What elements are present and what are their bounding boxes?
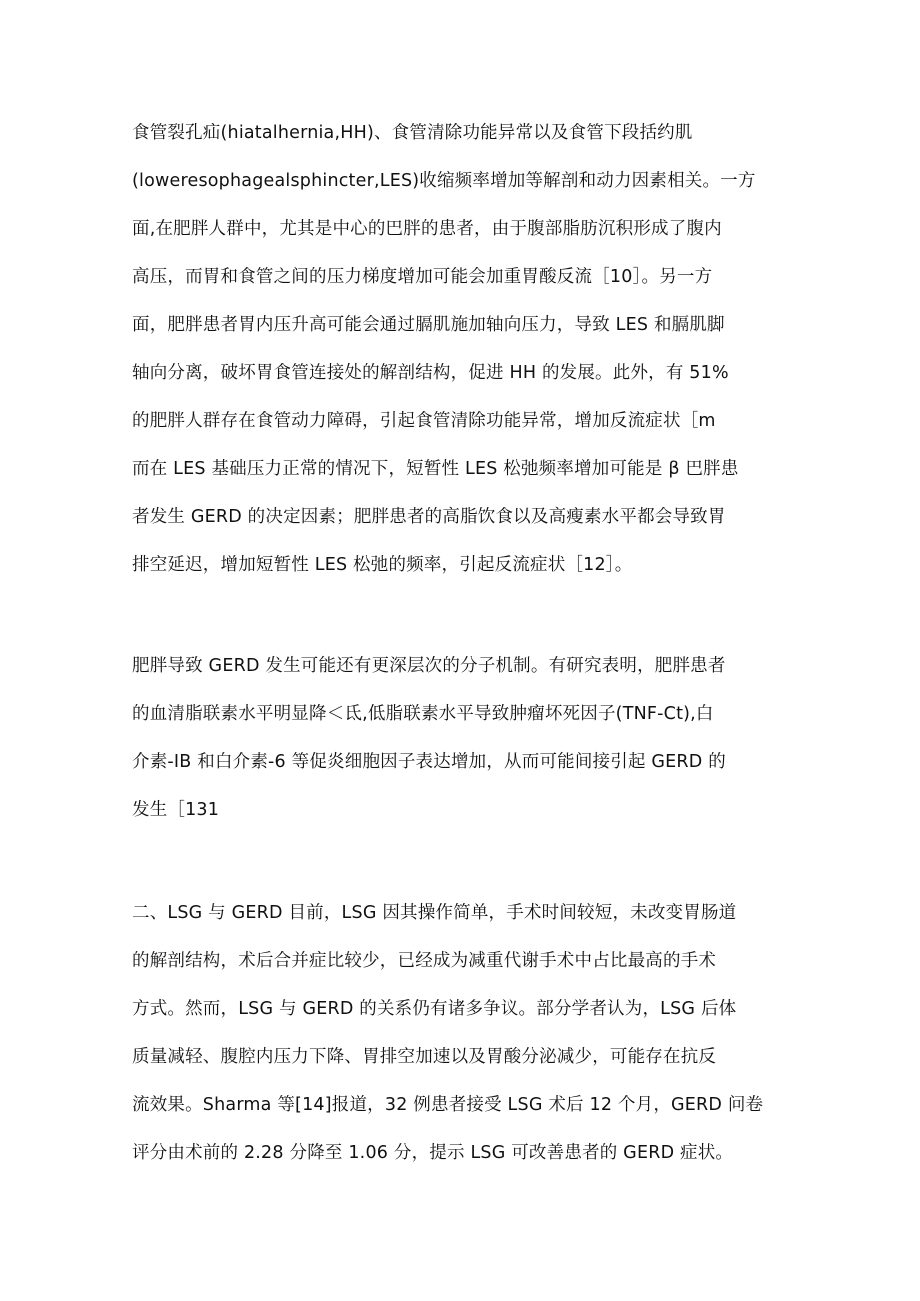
text-line: 肥胖导致 GERD 发生可能还有更深层次的分子机制。有研究表明，肥胖患者	[132, 656, 726, 676]
text-line: 排空延迟，增加短暂性 LES 松弛的频率，引起反流症状［12］。	[132, 555, 633, 575]
paragraph-mechanisms	[132, 109, 812, 589]
text-line: 者发生 GERD 的决定因素；肥胖患者的高脂饮食以及高瘦素水平都会导致胃	[132, 507, 726, 527]
paragraph-molecular	[132, 642, 812, 834]
text-line: 的解剖结构，术后合并症比较少，已经成为减重代谢手术中占比最高的手术	[132, 951, 717, 971]
text-line: 方式。然而，LSG 与 GERD 的关系仍有诸多争议。部分学者认为，LSG 后体	[132, 999, 737, 1019]
text-line: 而在 LES 基础压力正常的情况下，短暂性 LES 松弛频率增加可能是 β 巴胖患	[132, 459, 739, 479]
text-line: 评分由术前的 2.28 分降至 1.06 分，提示 LSG 可改善患者的 GERD 症状。	[132, 1143, 734, 1163]
text-line: 食管裂孔疝(hiatalhernia,HH)、食管清除功能异常以及食管下段括约肌	[132, 123, 693, 143]
text-line: 的肥胖人群存在食管动力障碍，引起食管清除功能异常，增加反流症状［m	[132, 411, 716, 431]
text-line: 介素-IB 和白介素-6 等促炎细胞因子表达增加，从而可能间接引起 GERD 的	[132, 752, 726, 772]
text-line: 面,在肥胖人群中，尤其是中心的巴胖的患者，由于腹部脂肪沉积形成了腹内	[132, 219, 722, 239]
text-line: 的血清脂联素水平明显降＜氐,低脂联素水平导致肿瘤坏死因子(TNF-Ct),白	[132, 704, 714, 724]
text-line: 面，肥胖患者胃内压升高可能会通过膈肌施加轴向压力，导致 LES 和膈肌脚	[132, 315, 725, 335]
text-line: 高压，而胃和食管之间的压力梯度增加可能会加重胃酸反流［10］。另一方	[132, 267, 713, 287]
text-line: 发生［131	[132, 800, 220, 820]
text-line: 二、LSG 与 GERD 目前，LSG 因其操作简单，手术时间较短，未改变胃肠道	[132, 903, 737, 923]
text-line: 轴向分离，破坏胃食管连接处的解剖结构，促进 HH 的发展。此外，有 51%	[132, 363, 729, 383]
text-line: 质量减轻、腹腔内压力下降、胃排空加速以及胃酸分泌减少，可能存在抗反	[132, 1047, 717, 1067]
paragraph-lsg-gerd	[132, 889, 812, 1177]
text-line: (loweresophagealsphincter,LES)收缩频率增加等解剖和动力因素相关。一方	[132, 171, 756, 191]
text-line: 流效果。Sharma 等[14]报道，32 例患者接受 LSG 术后 12 个月，GERD 问卷	[132, 1095, 764, 1115]
